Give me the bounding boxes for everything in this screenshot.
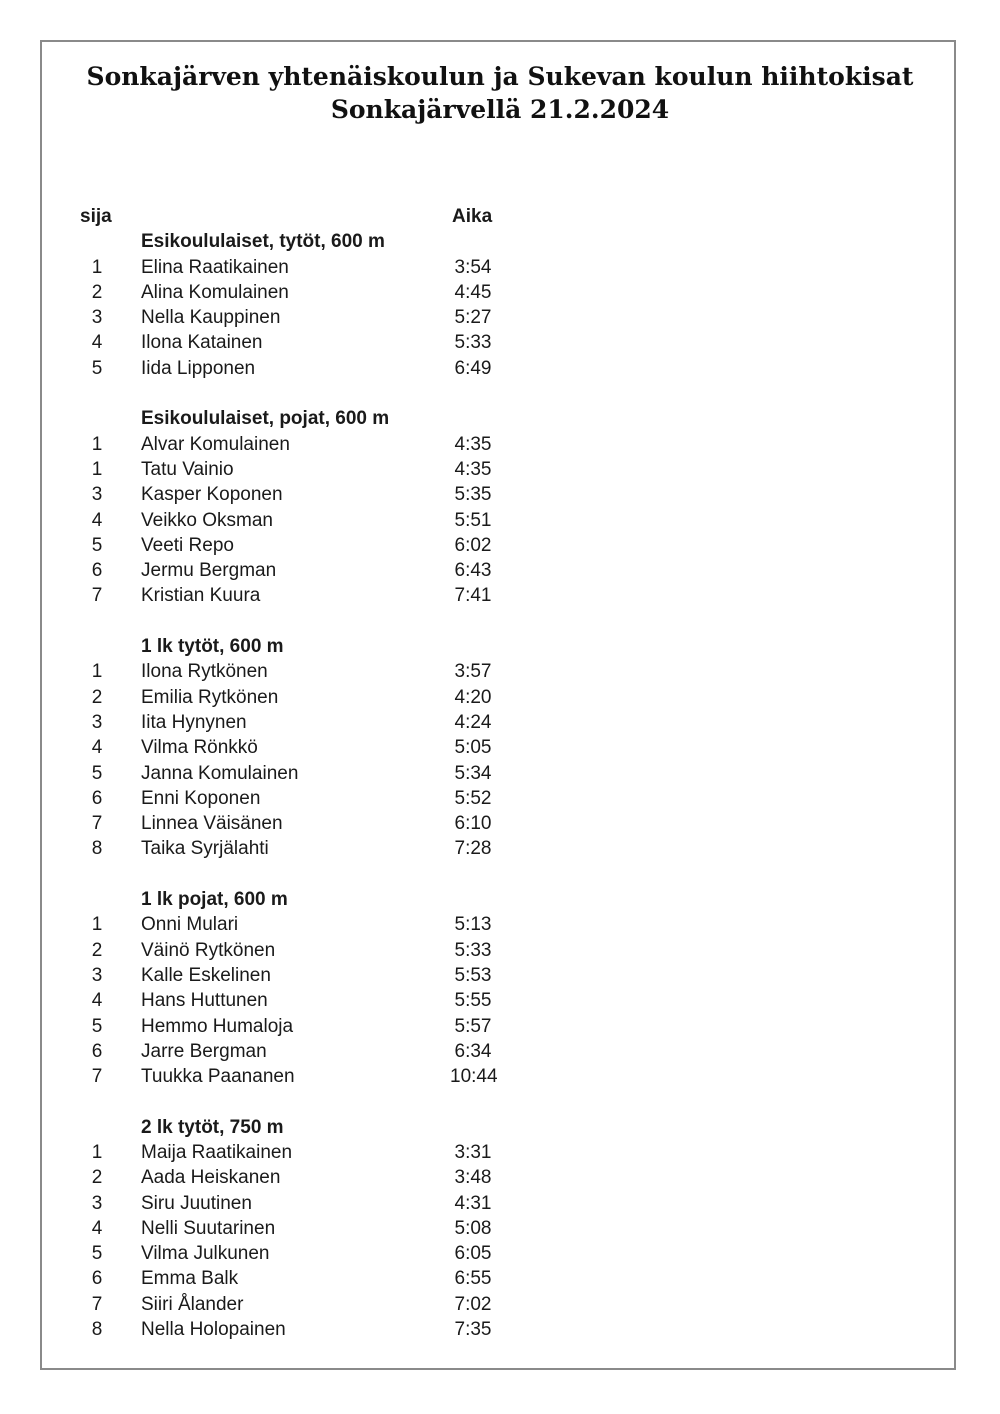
result-rank: 1 — [91, 433, 103, 455]
result-row — [0, 508, 1000, 533]
result-name: Elina Raatikainen — [141, 256, 289, 278]
category-title: 1 lk tytöt, 600 m — [141, 636, 284, 658]
result-time: 6:02 — [454, 534, 492, 556]
result-row — [0, 1165, 1000, 1190]
result-name: Jarre Bergman — [141, 1040, 267, 1062]
section-spacer — [0, 1089, 1000, 1114]
result-rank: 1 — [91, 256, 103, 278]
result-name: Emma Balk — [141, 1268, 239, 1290]
result-time: 5:53 — [454, 964, 492, 986]
result-rank: 7 — [91, 585, 103, 607]
result-time: 5:05 — [454, 737, 492, 759]
result-row — [0, 963, 1000, 988]
category-heading-row — [0, 229, 1000, 254]
result-name: Ilona Katainen — [141, 332, 263, 354]
category-title: 1 lk pojat, 600 m — [141, 889, 288, 911]
result-time: 6:10 — [454, 813, 492, 835]
result-row — [0, 685, 1000, 710]
result-time: 4:20 — [454, 686, 492, 708]
result-rank: 3 — [91, 484, 103, 506]
results-table — [0, 204, 1000, 1342]
title-line-1: Sonkajärven yhtenäiskoulun ja Sukevan koulun hiihtokisat — [86, 62, 914, 91]
result-row — [0, 1292, 1000, 1317]
result-name: Enni Koponen — [141, 787, 261, 809]
category-heading-row — [0, 887, 1000, 912]
result-name: Tatu Vainio — [141, 458, 234, 480]
result-time: 3:48 — [454, 1167, 492, 1189]
section-spacer — [0, 381, 1000, 406]
result-rank: 1 — [91, 458, 103, 480]
result-name: Hans Huttunen — [141, 990, 268, 1012]
result-time: 5:52 — [454, 787, 492, 809]
result-name: Väinö Rytkönen — [141, 939, 276, 961]
result-row — [0, 330, 1000, 355]
category-heading-row — [0, 406, 1000, 431]
result-row — [0, 583, 1000, 608]
result-name: Iida Lipponen — [141, 357, 256, 379]
result-rank: 6 — [91, 787, 103, 809]
result-row — [0, 786, 1000, 811]
result-rank: 2 — [91, 686, 103, 708]
result-time: 3:54 — [454, 256, 492, 278]
result-rank: 5 — [91, 1243, 103, 1265]
result-rank: 4 — [91, 332, 103, 354]
result-row — [0, 912, 1000, 937]
result-time: 5:55 — [454, 990, 492, 1012]
result-rank: 5 — [91, 1015, 103, 1037]
result-rank: 8 — [91, 1319, 103, 1341]
result-rank: 5 — [91, 357, 103, 379]
result-time: 6:43 — [454, 560, 492, 582]
result-time: 4:31 — [454, 1192, 492, 1214]
result-time: 6:49 — [454, 357, 492, 379]
result-rank: 3 — [91, 1192, 103, 1214]
result-time: 5:35 — [454, 484, 492, 506]
result-time: 7:02 — [454, 1293, 492, 1315]
result-rank: 5 — [91, 534, 103, 556]
result-name: Emilia Rytkönen — [141, 686, 279, 708]
result-row — [0, 482, 1000, 507]
result-name: Hemmo Humaloja — [141, 1015, 294, 1037]
result-row — [0, 811, 1000, 836]
result-time: 7:35 — [454, 1319, 492, 1341]
document-title — [40, 60, 960, 126]
result-rank: 4 — [91, 509, 103, 531]
result-name: Nelli Suutarinen — [141, 1217, 276, 1239]
result-rank: 5 — [91, 762, 103, 784]
result-name: Veeti Repo — [141, 534, 234, 556]
result-time: 5:51 — [454, 509, 492, 531]
result-time: 4:24 — [454, 711, 492, 733]
category-title: 2 lk tytöt, 750 m — [141, 1116, 284, 1138]
result-name: Alina Komulainen — [141, 281, 289, 303]
result-row — [0, 735, 1000, 760]
category-title: Esikoululaiset, pojat, 600 m — [141, 408, 390, 430]
result-time: 5:34 — [454, 762, 492, 784]
result-time: 6:05 — [454, 1243, 492, 1265]
result-rank: 6 — [91, 1040, 103, 1062]
result-name: Janna Komulainen — [141, 762, 299, 784]
table-header — [0, 204, 1000, 229]
result-time: 4:35 — [454, 458, 492, 480]
result-row — [0, 836, 1000, 861]
result-name: Nella Kauppinen — [141, 307, 281, 329]
result-name: Onni Mulari — [141, 914, 239, 936]
result-time: 10:44 — [450, 1066, 498, 1088]
result-name: Kasper Koponen — [141, 484, 283, 506]
result-name: Linnea Väisänen — [141, 813, 283, 835]
category-heading-row — [0, 1115, 1000, 1140]
result-row — [0, 1191, 1000, 1216]
result-rank: 6 — [91, 560, 103, 582]
result-row — [0, 356, 1000, 381]
result-name: Veikko Oksman — [141, 509, 273, 531]
result-row — [0, 1266, 1000, 1291]
result-rank: 1 — [91, 661, 103, 683]
result-row — [0, 305, 1000, 330]
result-row — [0, 1064, 1000, 1089]
result-time: 5:33 — [454, 939, 492, 961]
result-name: Jermu Bergman — [141, 560, 277, 582]
result-rank: 4 — [91, 737, 103, 759]
result-time: 4:45 — [454, 281, 492, 303]
result-time: 5:27 — [454, 307, 492, 329]
result-rank: 2 — [91, 281, 103, 303]
result-name: Maija Raatikainen — [141, 1141, 293, 1163]
result-row — [0, 1216, 1000, 1241]
result-name: Taika Syrjälahti — [141, 838, 269, 860]
result-row — [0, 1317, 1000, 1342]
result-rank: 2 — [91, 939, 103, 961]
result-time: 4:35 — [454, 433, 492, 455]
result-name: Iita Hynynen — [141, 711, 247, 733]
section-spacer — [0, 862, 1000, 887]
result-row — [0, 938, 1000, 963]
result-time: 3:31 — [454, 1141, 492, 1163]
result-name: Vilma Rönkkö — [141, 737, 258, 759]
result-name: Nella Holopainen — [141, 1319, 286, 1341]
title-line-2: Sonkajärvellä 21.2.2024 — [330, 95, 670, 124]
result-rank: 8 — [91, 838, 103, 860]
result-rank: 3 — [91, 307, 103, 329]
result-name: Vilma Julkunen — [141, 1243, 270, 1265]
section-spacer — [0, 609, 1000, 634]
result-row — [0, 1241, 1000, 1266]
result-rank: 2 — [91, 1167, 103, 1189]
result-time: 3:57 — [454, 661, 492, 683]
result-rank: 1 — [91, 1141, 103, 1163]
result-rank: 6 — [91, 1268, 103, 1290]
time-column-header: Aika — [452, 206, 493, 227]
result-name: Kalle Eskelinen — [141, 964, 271, 986]
result-rank: 7 — [91, 1066, 103, 1088]
result-row — [0, 457, 1000, 482]
result-time: 5:13 — [454, 914, 492, 936]
result-name: Aada Heiskanen — [141, 1167, 281, 1189]
result-time: 5:08 — [454, 1217, 492, 1239]
rank-column-header: sija — [80, 206, 112, 227]
result-rank: 4 — [91, 1217, 103, 1239]
result-row — [0, 1039, 1000, 1064]
result-name: Tuukka Paananen — [141, 1066, 295, 1088]
result-time: 5:57 — [454, 1015, 492, 1037]
category-heading-row — [0, 634, 1000, 659]
result-rank: 7 — [91, 813, 103, 835]
result-rank: 1 — [91, 914, 103, 936]
result-row — [0, 280, 1000, 305]
result-row — [0, 1140, 1000, 1165]
result-row — [0, 432, 1000, 457]
category-title: Esikoululaiset, tytöt, 600 m — [141, 231, 385, 253]
result-row — [0, 558, 1000, 583]
result-row — [0, 761, 1000, 786]
result-row — [0, 988, 1000, 1013]
result-name: Alvar Komulainen — [141, 433, 290, 455]
result-row — [0, 255, 1000, 280]
result-name: Ilona Rytkönen — [141, 661, 268, 683]
result-row — [0, 710, 1000, 735]
result-time: 7:41 — [454, 585, 492, 607]
result-row — [0, 533, 1000, 558]
result-name: Siru Juutinen — [141, 1192, 252, 1214]
result-name: Kristian Kuura — [141, 585, 261, 607]
result-time: 6:34 — [454, 1040, 492, 1062]
result-rank: 7 — [91, 1293, 103, 1315]
result-rank: 3 — [91, 711, 103, 733]
result-time: 7:28 — [454, 838, 492, 860]
result-time: 5:33 — [454, 332, 492, 354]
result-name: Siiri Ålander — [141, 1293, 244, 1315]
result-rank: 3 — [91, 964, 103, 986]
result-rank: 4 — [91, 990, 103, 1012]
result-row — [0, 1014, 1000, 1039]
result-time: 6:55 — [454, 1268, 492, 1290]
result-row — [0, 659, 1000, 684]
